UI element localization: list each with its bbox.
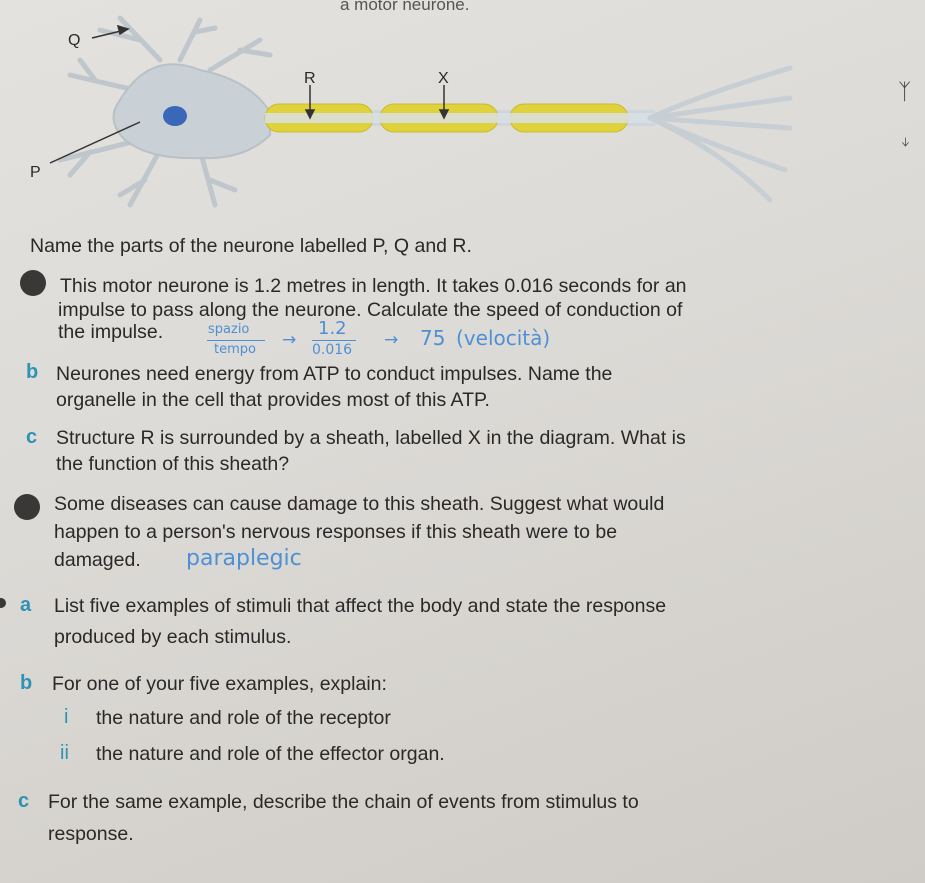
arrow-2: →: [384, 330, 399, 350]
question-7-letter: b: [20, 672, 33, 694]
question-5-line-3: damaged.: [54, 549, 141, 571]
cell-body: [114, 64, 270, 158]
question-7-sub-ii-label: ii: [60, 742, 69, 764]
handwritten-answer-damaged: paraplegic: [186, 546, 302, 571]
question-7-text: For one of your five examples, explain:: [52, 673, 387, 695]
nucleus: [163, 106, 187, 126]
label-x: X: [438, 70, 449, 87]
question-4-line-1: Structure R is surrounded by a sheath, labelled X in the diagram. What is: [56, 427, 686, 449]
question-2-line-1: This motor neurone is 1.2 metres in length. It takes 0.016 seconds for an: [60, 275, 687, 297]
margin-scribble: ᛉ: [898, 80, 912, 105]
question-4-line-2: the function of this sheath?: [56, 453, 290, 475]
handwritten-unit: (velocità): [456, 326, 551, 350]
question-4-letter: c: [26, 426, 38, 448]
question-6-letter: a: [20, 594, 32, 616]
arrow-1: →: [282, 330, 297, 350]
label-r: R: [304, 70, 316, 87]
question-2-line-3: the impulse.: [58, 321, 164, 343]
handwritten-fraction-1-top: spazio: [208, 322, 250, 337]
question-2-line-2: impulse to pass along the neurone. Calculate the speed of conduction of: [58, 299, 683, 321]
question-6-line-1: List five examples of stimuli that affect the body and state the response: [54, 595, 667, 617]
question-3-letter: b: [26, 361, 39, 383]
question-8-line-1: For the same example, describe the chain of events from stimulus to: [48, 791, 639, 813]
label-q: Q: [68, 32, 81, 49]
label-p: P: [30, 164, 41, 181]
motor-neurone-diagram: [0, 0, 925, 230]
handwritten-fraction-2-bottom: 0.016: [312, 342, 353, 358]
question-7-sub-ii: the nature and role of the effector organ.: [96, 743, 445, 765]
fraction-bar: [207, 340, 265, 341]
question-7-sub-i: the nature and role of the receptor: [96, 707, 391, 729]
question-5-line-1: Some diseases can cause damage to this sheath. Suggest what would: [54, 493, 665, 515]
fraction-bar: [312, 340, 356, 341]
margin-dot: [0, 598, 6, 608]
question-1-text: Name the parts of the neurone labelled P, Q and R.: [30, 235, 472, 257]
question-bullet: [20, 270, 46, 296]
question-7-sub-i-label: i: [64, 706, 69, 728]
handwritten-fraction-2-top: 1.2: [318, 318, 347, 339]
question-6-line-2: produced by each stimulus.: [54, 626, 292, 648]
cropped-header-text: a motor neurone.: [340, 0, 470, 14]
handwritten-result: 75: [420, 326, 446, 350]
question-3-line-2: organelle in the cell that provides most of this ATP.: [56, 389, 490, 411]
question-3-line-1: Neurones need energy from ATP to conduct impulses. Name the: [56, 363, 613, 385]
margin-scribble: ᛎ: [900, 135, 911, 156]
question-8-line-2: response.: [48, 823, 134, 845]
question-5-line-2: happen to a person's nervous responses if this sheath were to be: [54, 521, 618, 543]
question-8-letter: c: [18, 790, 30, 812]
question-bullet: [14, 494, 40, 520]
handwritten-fraction-1-bottom: tempo: [214, 342, 256, 357]
